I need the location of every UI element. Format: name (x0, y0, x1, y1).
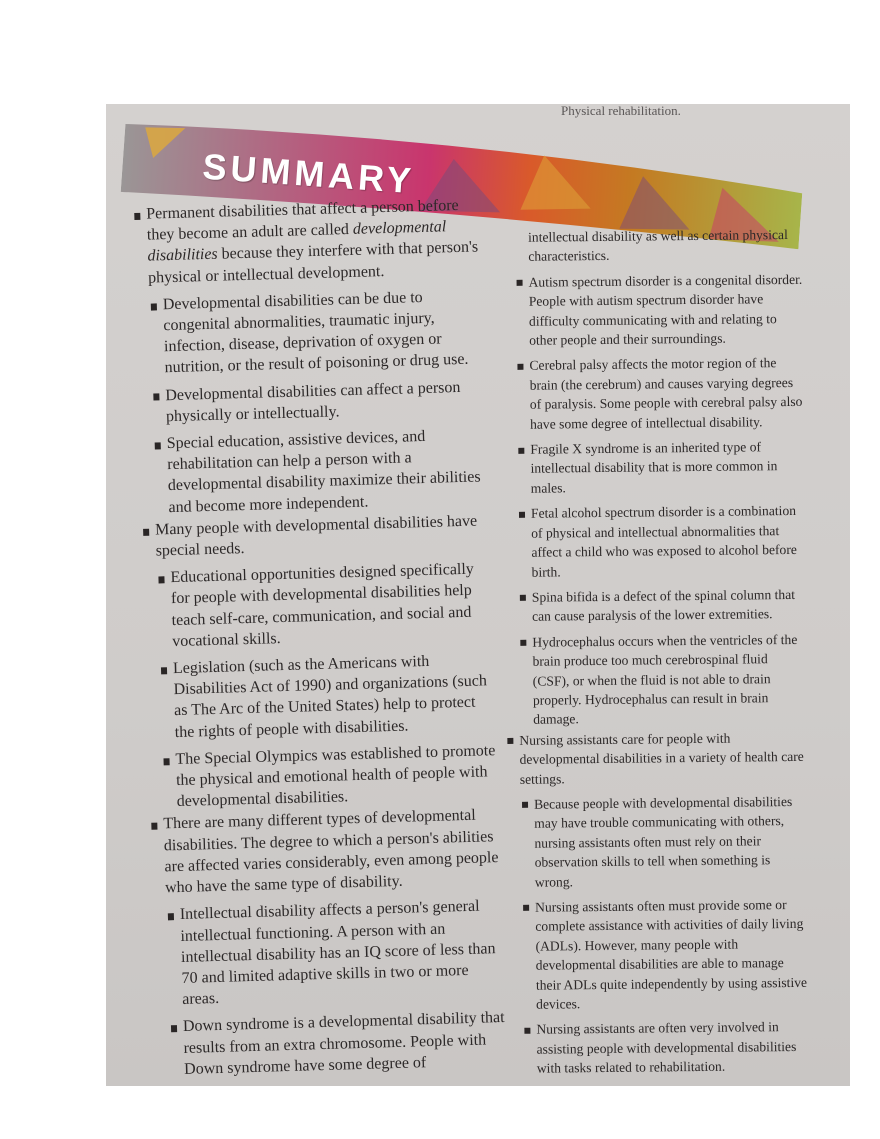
square-bullet-icon (155, 442, 161, 449)
bullet-text: Autism spectrum disorder is a congenital disorder. People with autism spectrum disorder have difficulty communicating with and relating to other people and their surroundings. (528, 271, 803, 348)
square-bullet-icon (517, 364, 523, 370)
right-bullet-list (502, 270, 810, 1079)
bullet-item (507, 728, 808, 789)
bullet-text: Fetal alcohol spectrum disorder is a combination of physical and intellectual abnormalities that affect a child who was exposed to alcohol before birth. (530, 503, 797, 580)
bullet-text: Intellectual disability affects a person's general intellectual functioning. A person with an intellectual disability has an IQ score of less than 70 and limited adaptive skills in two or more areas. (179, 897, 496, 1009)
bullet-item (151, 804, 503, 899)
bullet-text: Hydrocephalus occurs when the ventricles of the brain produce too much cerebrospinal fluid (CSF), or when the fluid is not able to drain properly. Hydrocephalus can result in brain damage. (532, 631, 798, 728)
continued-text: intellectual disability as well as certain physical characteristics. (528, 227, 788, 265)
bullet-text: Developmental disabilities can affect a person physically or intellectually. (165, 378, 461, 426)
bullet-text: Developmental disabilities can be due to congenital abnormalities, traumatic injury, infection, disease, deprivation of oxygen or nutrition, or the result of poisoning or drug use. (162, 288, 469, 377)
square-bullet-icon (517, 280, 523, 286)
left-column (134, 194, 508, 1081)
square-bullet-icon (520, 640, 526, 646)
sub-bullet-item (163, 740, 501, 813)
sub-bullet-item (517, 353, 804, 434)
sub-bullet-item (171, 1007, 509, 1080)
sub-bullet-item (154, 424, 492, 518)
square-bullet-icon (519, 512, 525, 518)
square-bullet-icon (143, 528, 149, 535)
bullet-text: Spina bifida is a defect of the spinal column that can cause paralysis of the lower extremities. (531, 586, 796, 625)
square-bullet-icon (161, 667, 167, 674)
bullet-text: Because people with developmental disabilities may have trouble communicating with others, nursing assistants often must rely on their observation skills to tell when something is wrong. (533, 793, 793, 890)
bullet-text: Special education, assistive devices, and rehabilitation can help a person with a developmental disability maximize their abilities and become more independent. (166, 427, 481, 516)
term-emphasis: developmental disabilities (147, 218, 447, 266)
square-bullet-icon (518, 447, 524, 453)
square-bullet-icon (151, 823, 157, 830)
bullet-item (134, 194, 486, 289)
bullet-text: Educational opportunities designed specifically for people with developmental disabilities help teach self-care, communication, and social and vocational skills. (170, 560, 475, 650)
sub-bullet-item (151, 285, 489, 379)
summary-title: SUMMARY (201, 145, 417, 202)
sub-bullet-item (524, 1017, 811, 1078)
bullet-text: Cerebral palsy affects the motor region of the brain (the cerebrum) and causes varying degrees of paralysis. Some people with cerebral palsy also have some degree of intellectual disability. (529, 355, 803, 432)
bullet-text: Down syndrome is a developmental disability that results from an extra chromosome. People with Down syndrome have some degree of (182, 1009, 505, 1078)
sub-bullet-item (523, 895, 810, 1014)
square-bullet-icon (523, 905, 529, 911)
square-bullet-icon (134, 213, 140, 220)
sub-bullet-item (516, 270, 803, 351)
square-bullet-icon (171, 1025, 177, 1032)
sub-bullet-item (520, 585, 806, 627)
bullet-text: There are many different types of developmental disabilities. The degree to which a person's abilities are affected varies considerably, even among people who have the same type of disability. (163, 807, 499, 897)
bullet-text: The Special Olympics was established to promote the physical and emotional health of people with developmental disabilities. (175, 742, 496, 811)
square-bullet-icon (168, 913, 174, 920)
square-bullet-icon (507, 738, 513, 744)
square-bullet-icon (158, 576, 164, 583)
sub-bullet-item (158, 558, 496, 652)
bullet-item (143, 510, 494, 562)
square-bullet-icon (163, 758, 169, 765)
square-bullet-icon (524, 1028, 530, 1034)
square-bullet-icon (522, 802, 528, 808)
bullet-text: Nursing assistants are often very involved in assisting people with developmental disabilities with tasks related to rehabilitation. (536, 1019, 797, 1076)
square-bullet-icon (153, 394, 159, 401)
bullet-text: because they interfere with that person's physical or intellectual development. (147, 238, 479, 287)
bullet-text: Fragile X syndrome is an inherited type of intellectual disability that is more common in males. (530, 439, 778, 496)
running-head: Physical rehabilitation. (561, 104, 681, 118)
sub-bullet-item (168, 895, 507, 1010)
square-bullet-icon (520, 595, 526, 601)
bullet-text: Nursing assistants care for people with developmental disabilities in a variety of health care settings. (519, 730, 804, 787)
book-page-photo (106, 104, 850, 1086)
sub-bullet-item (518, 437, 805, 498)
sub-bullet-item (153, 376, 490, 428)
sub-bullet-item (522, 792, 809, 892)
bullet-text: Nursing assistants often must provide some or complete assistance with activities of daily living (ADLs). However, many people with developmental disabilities are able to manage their ADLs quite independently by using assistive devices. (535, 897, 808, 1012)
square-bullet-icon (151, 303, 157, 310)
sub-bullet-item (520, 630, 807, 730)
bullet-text: Legislation (such as the Americans with Disabilities Act of 1990) and organizations (such as The Arc of the United States) help to protect the rights of people with disabilities. (172, 652, 488, 741)
right-column (502, 225, 811, 1080)
bullet-text: Many people with developmental disabilities have special needs. (154, 512, 478, 560)
sub-bullet-item (519, 501, 806, 582)
bullet-text: Permanent disabilities that affect a person before they become an adult are called (146, 196, 459, 244)
sub-bullet-item (161, 649, 499, 743)
